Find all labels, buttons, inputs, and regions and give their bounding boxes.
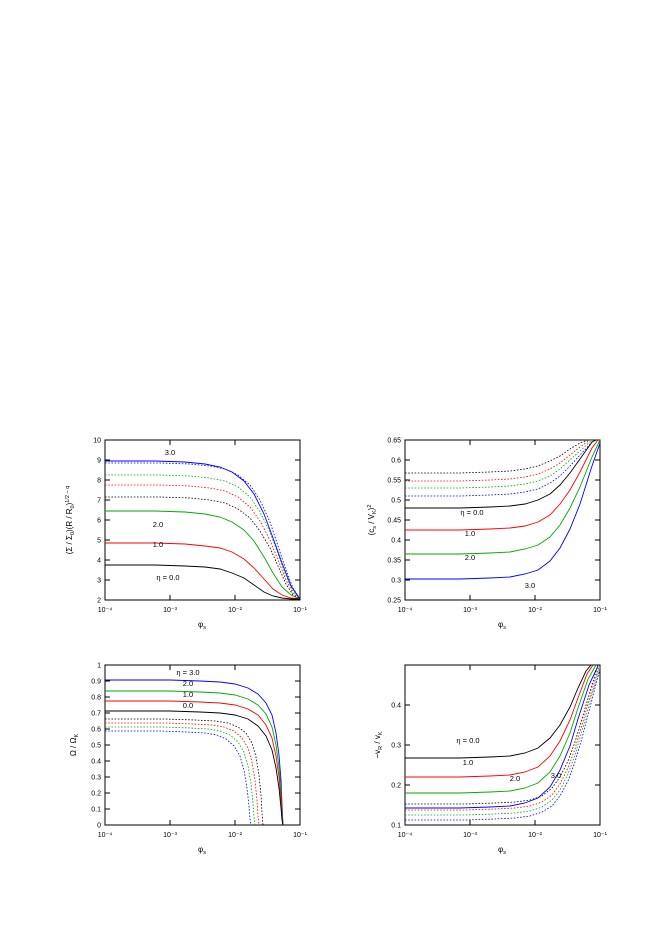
x-axis-label-bl: $\varphi_s$	[198, 845, 206, 856]
curves-bl	[105, 680, 283, 825]
y-tick-label: 0.35	[387, 557, 401, 565]
y-tick-label: 0.9	[91, 678, 101, 686]
y-tick-label: 0.6	[91, 726, 101, 734]
y-tick-label: 0.7	[91, 710, 101, 718]
y-tick-label: 0.65	[387, 437, 401, 445]
annotation-eta-2: 2.0	[152, 520, 164, 529]
y-tick-label: 2	[97, 597, 101, 605]
y-tick-label: 0.3	[391, 742, 401, 750]
annotation-eta-0: η = 0.0	[460, 508, 484, 517]
annotations-bl	[176, 668, 199, 710]
y-tick-label: 0.4	[391, 702, 401, 710]
y-tick-label: 0.45	[387, 517, 401, 525]
x-tick-label: 10⁻⁴	[97, 607, 113, 614]
y-axis-ticks-tl	[93, 438, 300, 605]
y-tick-label: 0.1	[391, 822, 401, 830]
x-tick-label: 10⁻²	[528, 607, 542, 614]
x-tick-label: 10⁻²	[228, 832, 242, 839]
annotation-eta-1: 1.0	[152, 540, 164, 549]
x-axis-ticks-br	[398, 665, 608, 839]
annotations-tl	[153, 448, 180, 582]
y-axis-label-br: $-v_R / v_K$	[373, 731, 384, 759]
x-tick-label: 10⁻¹	[593, 832, 607, 839]
x-tick-label: 10⁻¹	[293, 607, 307, 614]
y-tick-label: 0.8	[91, 694, 101, 702]
y-tick-label: 10	[93, 437, 101, 445]
annotation-eta-2: 2.0	[464, 553, 476, 562]
x-tick-label: 10⁻⁴	[397, 607, 413, 614]
y-tick-label: 0.25	[387, 597, 401, 605]
annotation-eta-3: 3.0	[524, 581, 536, 590]
curves-tl	[105, 461, 300, 599]
x-axis-label-tl: $\varphi_s$	[198, 620, 206, 631]
annotation-eta-0: η = 0.0	[156, 573, 180, 582]
y-tick-label: 7	[97, 497, 101, 505]
y-axis-ticks-tr	[387, 438, 600, 605]
y-tick-label: 0.55	[387, 477, 401, 485]
annotation-eta-1: 1.0	[462, 758, 474, 767]
x-axis-ticks-tl	[98, 440, 308, 614]
annotation-eta-3: 3.0	[164, 448, 176, 457]
annotation-eta-1: 1.0	[182, 690, 194, 699]
y-tick-label: 4	[97, 557, 101, 565]
y-tick-label: 8	[97, 477, 101, 485]
y-tick-label: 0.4	[391, 537, 401, 545]
y-tick-label: 3	[97, 577, 101, 585]
panel-top-left	[60, 430, 320, 635]
x-axis-label-tr: $\varphi_s$	[498, 620, 506, 631]
x-tick-label: 10⁻³	[163, 832, 177, 839]
y-tick-label: 0.5	[91, 742, 101, 750]
panel-bottom-left	[60, 655, 320, 860]
annotation-eta-3: 3.0	[550, 771, 562, 780]
y-tick-label: 9	[97, 457, 101, 465]
x-axis-ticks-tr	[398, 440, 608, 614]
annotation-eta-3: η = 3.0	[176, 668, 200, 677]
annotation-eta-2: 2.0	[182, 679, 194, 688]
y-axis-label-tr: $(c_s / V_K)^2$	[367, 504, 378, 536]
y-tick-label: 0.5	[391, 497, 401, 505]
annotation-eta-1: 1.0	[464, 529, 476, 538]
y-tick-label: 0	[97, 822, 101, 830]
y-tick-label: 0.1	[91, 806, 101, 814]
annotation-eta-0: η = 0.0	[456, 736, 480, 745]
y-tick-label: 1	[97, 662, 101, 670]
annotation-eta-2: 2.0	[509, 774, 521, 783]
y-tick-label: 0.2	[391, 782, 401, 790]
x-tick-label: 10⁻¹	[593, 607, 607, 614]
y-tick-label: 0.4	[91, 758, 101, 766]
axis-labels-tl	[65, 486, 206, 631]
x-tick-label: 10⁻¹	[293, 832, 307, 839]
annotation-eta-0: 0.0	[182, 701, 194, 710]
x-tick-label: 10⁻³	[163, 607, 177, 614]
axis-labels-br	[373, 731, 506, 856]
panel-bottom-right	[360, 655, 620, 860]
plot-frame-bl	[105, 665, 300, 825]
y-axis-label-bl: Ω / $\Omega_K$	[69, 733, 80, 757]
curves-tr	[405, 440, 600, 579]
axis-labels-bl	[69, 734, 206, 856]
y-axis-label-tl: $(\Sigma / \Sigma_0)(R / R_0)^{1/2 - q}$	[65, 485, 76, 555]
y-tick-label: 0.6	[391, 457, 401, 465]
y-tick-label: 0.3	[391, 577, 401, 585]
y-axis-ticks-br	[391, 665, 600, 830]
x-tick-label: 10⁻²	[228, 607, 242, 614]
x-tick-label: 10⁻⁴	[397, 832, 413, 839]
curves-br	[405, 665, 600, 820]
y-tick-label: 0.2	[91, 790, 101, 798]
y-axis-ticks-bl	[91, 663, 300, 830]
x-tick-label: 10⁻⁴	[97, 832, 113, 839]
y-tick-label: 5	[97, 537, 101, 545]
x-tick-label: 10⁻²	[528, 832, 542, 839]
x-tick-label: 10⁻³	[463, 832, 477, 839]
panel-top-right	[360, 430, 620, 635]
y-tick-label: 0.3	[91, 774, 101, 782]
x-axis-label-br: $\varphi_s$	[498, 845, 506, 856]
y-tick-label: 6	[97, 517, 101, 525]
plot-frame-tr	[405, 440, 600, 600]
x-tick-label: 10⁻³	[463, 607, 477, 614]
